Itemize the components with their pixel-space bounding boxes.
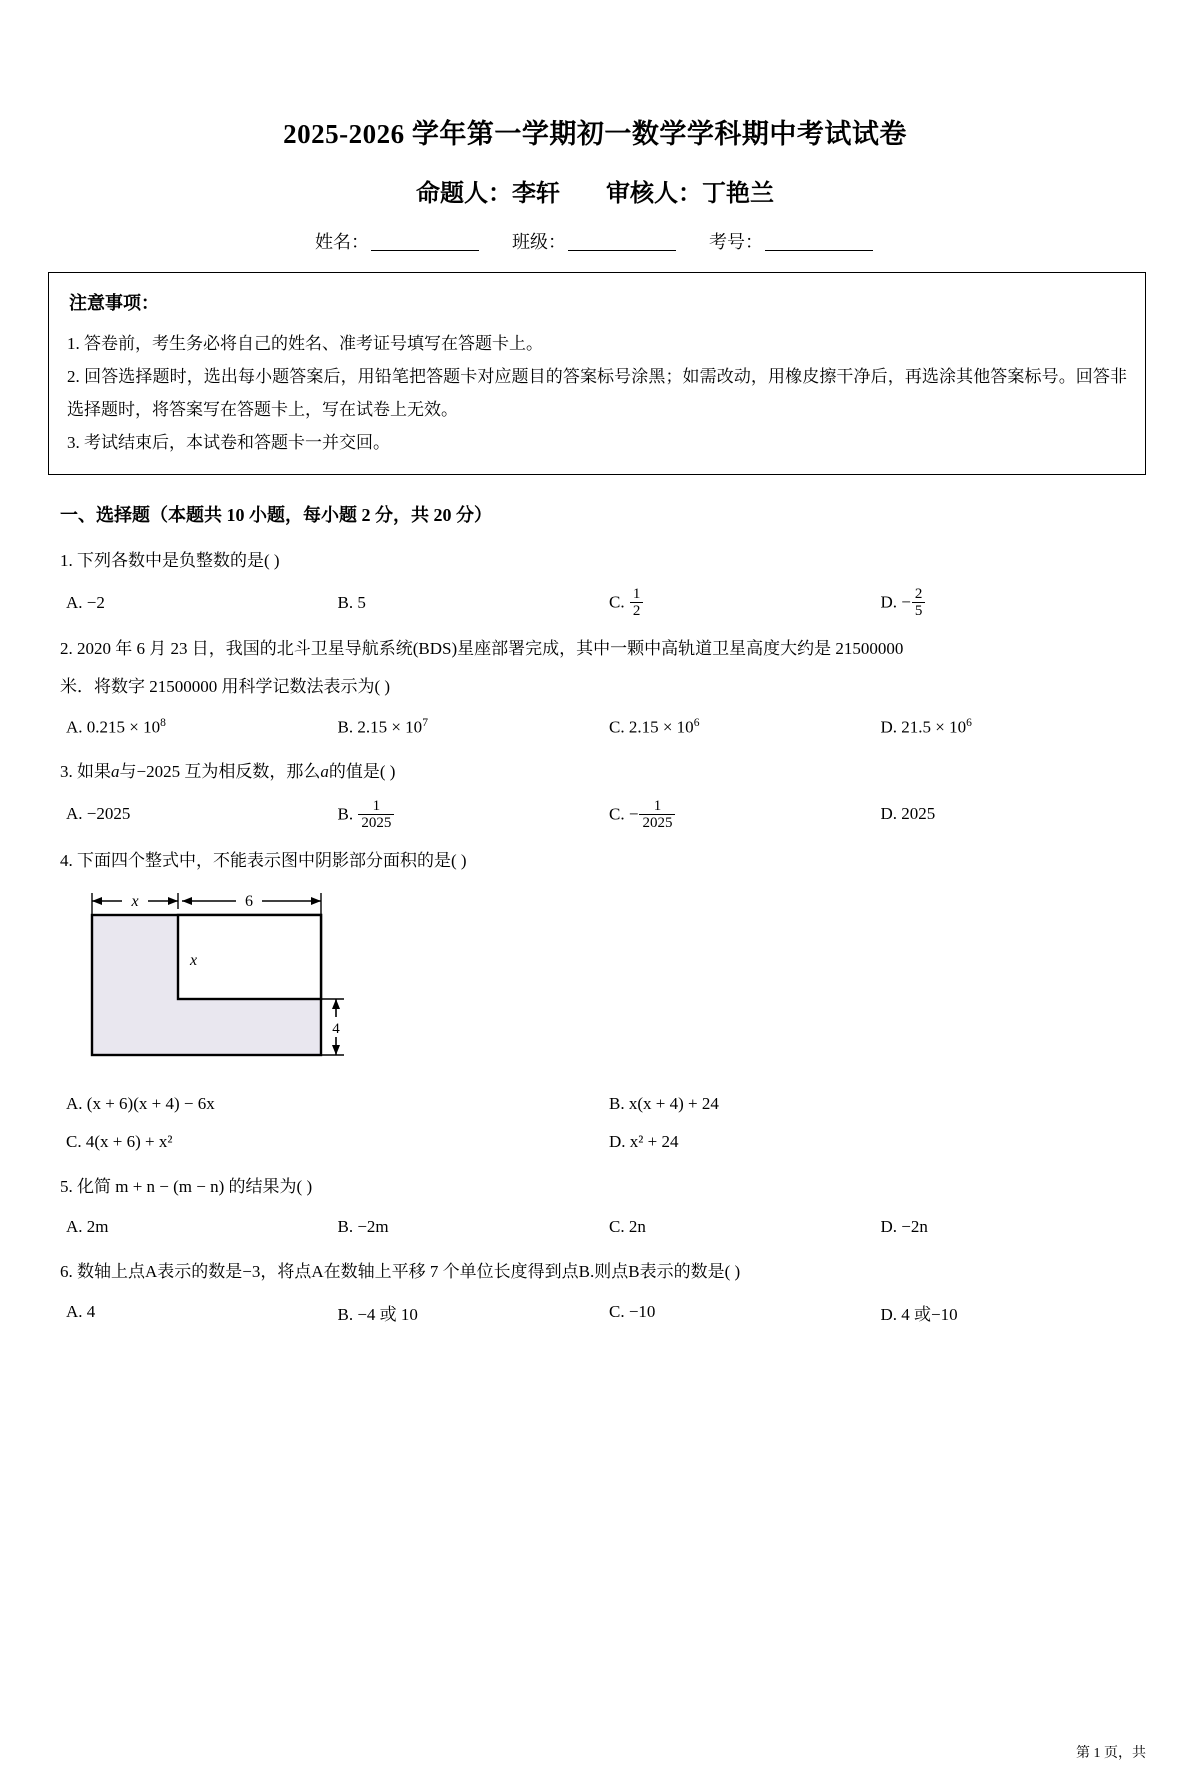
question-3-text: 3. 如果a与−2025 互为相反数，那么a的值是( ) — [60, 762, 396, 782]
option-5-C[interactable]: C. 2n — [609, 1216, 646, 1236]
page-title: 2025-2026 学年第一学期初一数学学科期中考试试卷 — [283, 119, 907, 149]
exam-no-field-blank[interactable] — [765, 233, 873, 251]
question-2-text-line1: 2. 2020 年 6 月 23 日，我国的北斗卫星导航系统(BDS)星座部署完成，其中一颗中高轨道卫星高度大约是 21500000 — [60, 639, 904, 659]
question-6-options — [60, 1297, 1146, 1327]
question-1-options — [60, 586, 1146, 619]
questions-container — [60, 501, 1146, 1328]
option-4-B[interactable]: B. x(x + 4) + 24 — [609, 1093, 719, 1113]
option-4-D[interactable]: D. x² + 24 — [609, 1131, 679, 1151]
arrow-left-6 — [182, 897, 192, 905]
section-heading-choice: 一、选择题（本题共 10 小题，每小题 2 分，共 20 分） — [60, 504, 492, 525]
option-6-B[interactable]: B. −4 或 10 — [337, 1304, 418, 1324]
question-4-options-row2 — [60, 1127, 1146, 1157]
option-6-A[interactable]: A. 4 — [66, 1302, 96, 1322]
class-field-label: 班级： — [512, 232, 566, 252]
arrow-down-4 — [332, 1045, 340, 1055]
option-1-D[interactable]: D. − $\frac{2}{5}$ — [881, 586, 1153, 619]
class-field-blank[interactable] — [568, 233, 676, 251]
notice-box — [48, 272, 1146, 475]
question-4-figure — [78, 887, 398, 1077]
notice-title: 注意事项： — [69, 293, 159, 313]
dim-label-x-inner: x — [190, 951, 198, 969]
option-5-D[interactable]: D. −2n — [880, 1216, 928, 1236]
arrow-right-x — [168, 897, 178, 905]
question-4-options-row1 — [60, 1089, 1146, 1119]
name-field-blank[interactable] — [371, 233, 479, 251]
dim-label-6-top: 6 — [245, 892, 253, 910]
question-4-text: 4. 下面四个整式中，不能表示图中阴影部分面积的是( ) — [60, 851, 467, 871]
option-2-D[interactable]: D. $21.5 \times 10^6$ — [880, 716, 972, 738]
question-3-options — [60, 798, 1146, 831]
option-5-A[interactable]: A. 2m — [66, 1216, 109, 1236]
question-2-options — [60, 712, 1146, 742]
name-field-label: 姓名： — [315, 232, 369, 252]
option-6-C[interactable]: C. −10 — [609, 1302, 656, 1322]
option-2-A[interactable]: A. $0.215 \times 10^8$ — [66, 716, 166, 738]
fraction-two-fifths: $\frac{2}{5}$ — [912, 586, 926, 619]
question-1-text: 1. 下列各数中是负整数的是( ) — [60, 550, 280, 570]
arrow-right-6 — [311, 897, 321, 905]
option-4-C[interactable]: C. 4(x + 6) + x² — [66, 1131, 173, 1151]
fraction-one-half: $\frac{1}{2}$ — [630, 586, 644, 619]
dim-label-4-right: 4 — [332, 1020, 340, 1037]
option-1-A[interactable]: A. −2 — [66, 592, 105, 612]
arrow-up-4 — [332, 999, 340, 1009]
option-4-A[interactable]: A. (x + 6)(x + 4) − 6x — [66, 1093, 215, 1113]
option-5-B[interactable]: B. −2m — [337, 1216, 389, 1236]
author-reviewer-line — [0, 173, 1190, 208]
reviewer-label: 审核人：丁艳兰 — [606, 181, 774, 207]
notice-item-2: 2. 回答选择题时，选出每小题答案后，用铅笔把答题卡对应题目的答案标号涂黑；如需改动，用橡皮擦干净后，再选涂其他答案标号。回答非选择题时，将答案写在答题卡上，写在试卷上无效。 — [67, 367, 1127, 420]
question-5-text: 5. 化简 m + n − (m − n) 的结果为( ) — [60, 1176, 313, 1196]
question-6-text: 6. 数轴上点A表示的数是−3，将点A在数轴上平移 7 个单位长度得到点B.则点B表示的数是( ) — [60, 1261, 741, 1281]
option-3-A[interactable]: A. −2025 — [66, 804, 131, 824]
option-1-C[interactable]: C. $\frac{1}{2}$ — [609, 586, 881, 619]
arrow-left-x — [92, 897, 102, 905]
question-5-options — [60, 1212, 1146, 1242]
option-6-D[interactable]: D. 4 或−10 — [880, 1304, 958, 1324]
fraction-neg-one-over-2025: $\frac{1}{2025}$ — [639, 798, 675, 831]
notice-item-3: 3. 考试结束后，本试卷和答题卡一并交回。 — [67, 433, 390, 453]
fraction-one-over-2025: $\frac{1}{2025}$ — [358, 798, 394, 831]
exam-no-field-label: 考号： — [709, 232, 763, 252]
option-2-B[interactable]: B. $2.15 \times 10^7$ — [337, 716, 428, 738]
dim-label-x-top: x — [131, 892, 139, 910]
author-label: 命题人：李轩 — [416, 181, 560, 207]
exam-paper-page — [0, 112, 1190, 1790]
student-info-line — [0, 228, 1190, 254]
option-2-C[interactable]: C. $2.15 \times 10^6$ — [609, 716, 700, 738]
option-3-B[interactable]: B. $\frac{1}{2025}$ — [338, 798, 610, 831]
option-3-C[interactable]: C. − $\frac{1}{2025}$ — [609, 798, 881, 831]
page-number: 第 1 页，共 — [1076, 1746, 1146, 1761]
question-2-text-line2: 米．将数字 21500000 用科学记数法表示为( ) — [60, 676, 391, 696]
notice-item-1: 1. 答卷前，考生务必将自己的姓名、准考证号填写在答题卡上。 — [67, 334, 543, 353]
option-1-B[interactable]: B. 5 — [337, 592, 366, 612]
option-3-D[interactable]: D. 2025 — [880, 804, 936, 824]
inner-rectangle — [178, 915, 321, 999]
